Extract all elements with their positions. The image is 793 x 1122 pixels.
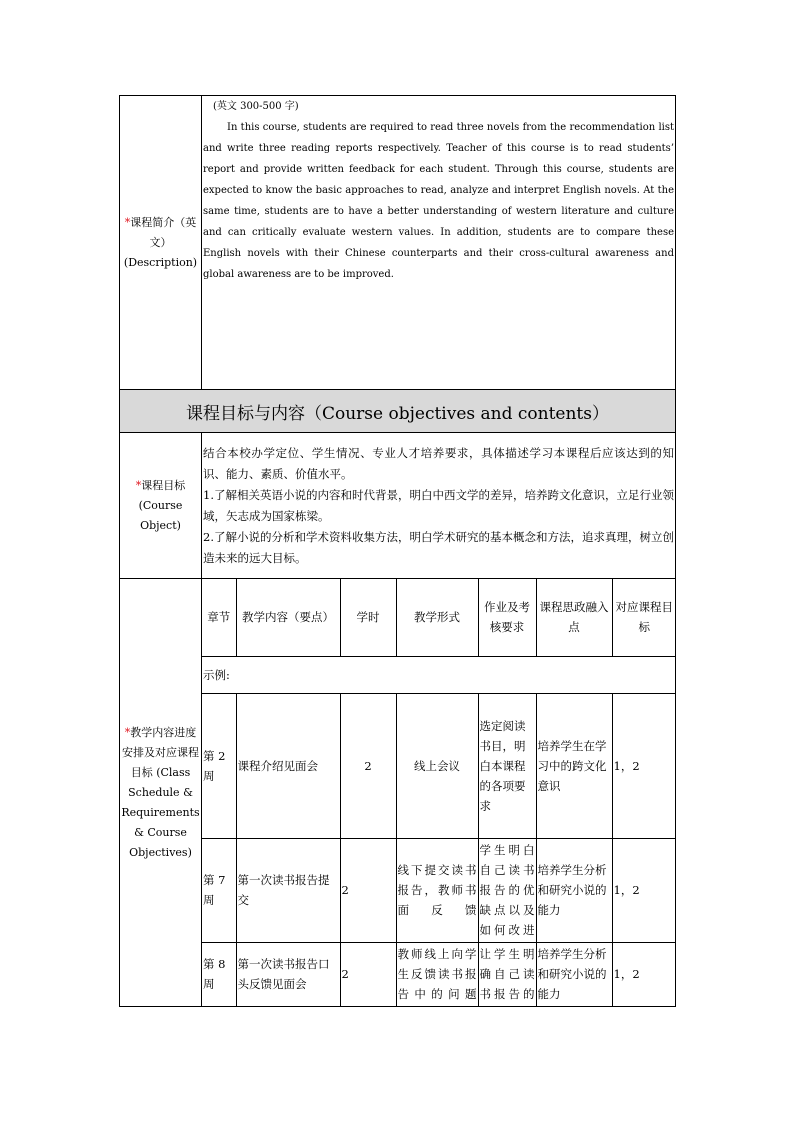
header-ideology: 课程思政融入点 — [536, 579, 612, 656]
example-label: 示例: — [202, 656, 676, 693]
objective-item-1: 1.了解相关英语小说的内容和时代背景，明白中西文学的差异，培养跨文化意识，立足行业领域，矢志成为国家栋梁。 — [203, 487, 674, 523]
row-form: 线下提交读书报告，教师书面反馈 — [396, 838, 478, 942]
course-form — [119, 95, 675, 1007]
description-row — [120, 96, 676, 390]
description-text: In this course, students are required to read three novels from the recommendation list and write three reading reports respectively. Teacher of this course is to read students’ report and provide written feedback for each student. Through this course, students are expected to know the basic approaches to read, analyze and interpret English novels. At the same time, students are to have a better understanding of western literature and culture and can critically evaluate western values. In addition, students are to compare these English novels with their Chinese counterparts and their cross-cultural awareness and global awareness are to be improved. — [203, 122, 674, 280]
table-row — [202, 838, 676, 942]
section-band-row — [120, 390, 676, 433]
objectives-content — [202, 433, 676, 579]
row-homework: 让学生明确自己读书报告的 — [478, 942, 536, 1006]
word-count-note: (英文 300-500 字) — [213, 101, 299, 112]
example-row — [202, 656, 676, 693]
schedule-label: *教学内容进度安排及对应课程目标 (Class Schedule & Requirements & Course Objectives) — [120, 579, 202, 1007]
row-content: 第一次读书报告口头反馈见面会 — [236, 942, 340, 1006]
row-ideology: 培养学生分析和研究小说的能力 — [536, 942, 612, 1006]
schedule-row — [120, 579, 676, 1007]
row-ideology: 培养学生分析和研究小说的能力 — [536, 838, 612, 942]
description-content — [202, 96, 676, 390]
header-homework: 作业及考核要求 — [478, 579, 536, 656]
schedule-header-row — [202, 579, 676, 656]
header-content: 教学内容（要点） — [236, 579, 340, 656]
row-target: 1，2 — [612, 693, 676, 838]
row-week: 第 8 周 — [202, 942, 236, 1006]
row-form: 教师线上向学生反馈读书报告中的问题 — [396, 942, 478, 1006]
table-row — [202, 693, 676, 838]
required-star: * — [124, 725, 131, 739]
row-content: 课程介绍见面会 — [236, 693, 340, 838]
section-title: 课程目标与内容（Course objectives and contents） — [120, 390, 676, 433]
objective-item-2: 2.了解小说的分析和学术资料收集方法，明白学术研究的基本概念和方法，追求真理，树立创造未来的远大目标。 — [203, 529, 674, 565]
row-homework: 选定阅读书目，明白本课程的各项要求 — [478, 693, 536, 838]
row-form: 线上会议 — [396, 693, 478, 838]
row-week: 第 7 周 — [202, 838, 236, 942]
required-star: * — [124, 215, 131, 229]
schedule-table — [202, 579, 676, 1006]
schedule-content — [202, 579, 676, 1007]
objectives-intro: 结合本校办学定位、学生情况、专业人才培养要求，具体描述学习本课程后应该达到的知识、能力、素质、价值水平。 — [203, 445, 674, 481]
objectives-label: *课程目标 (Course Object) — [120, 433, 202, 579]
table-row — [202, 942, 676, 1006]
row-target: 1，2 — [612, 942, 676, 1006]
row-ideology: 培养学生在学习中的跨文化意识 — [536, 693, 612, 838]
header-hours: 学时 — [340, 579, 396, 656]
row-hours: 2 — [340, 693, 396, 838]
row-week: 第 2 周 — [202, 693, 236, 838]
header-chapter: 章节 — [202, 579, 236, 656]
header-form: 教学形式 — [396, 579, 478, 656]
objectives-row — [120, 433, 676, 579]
row-homework: 学生明白自己读书报告的优缺点以及如何改进 — [478, 838, 536, 942]
row-hours: 2 — [340, 838, 396, 942]
row-content: 第一次读书报告提交 — [236, 838, 340, 942]
description-label: *课程简介（英 文） (Description) — [120, 96, 202, 390]
required-star: * — [135, 478, 142, 492]
row-target: 1，2 — [612, 838, 676, 942]
header-target: 对应课程目标 — [612, 579, 676, 656]
course-table — [119, 95, 676, 1007]
row-hours: 2 — [340, 942, 396, 1006]
